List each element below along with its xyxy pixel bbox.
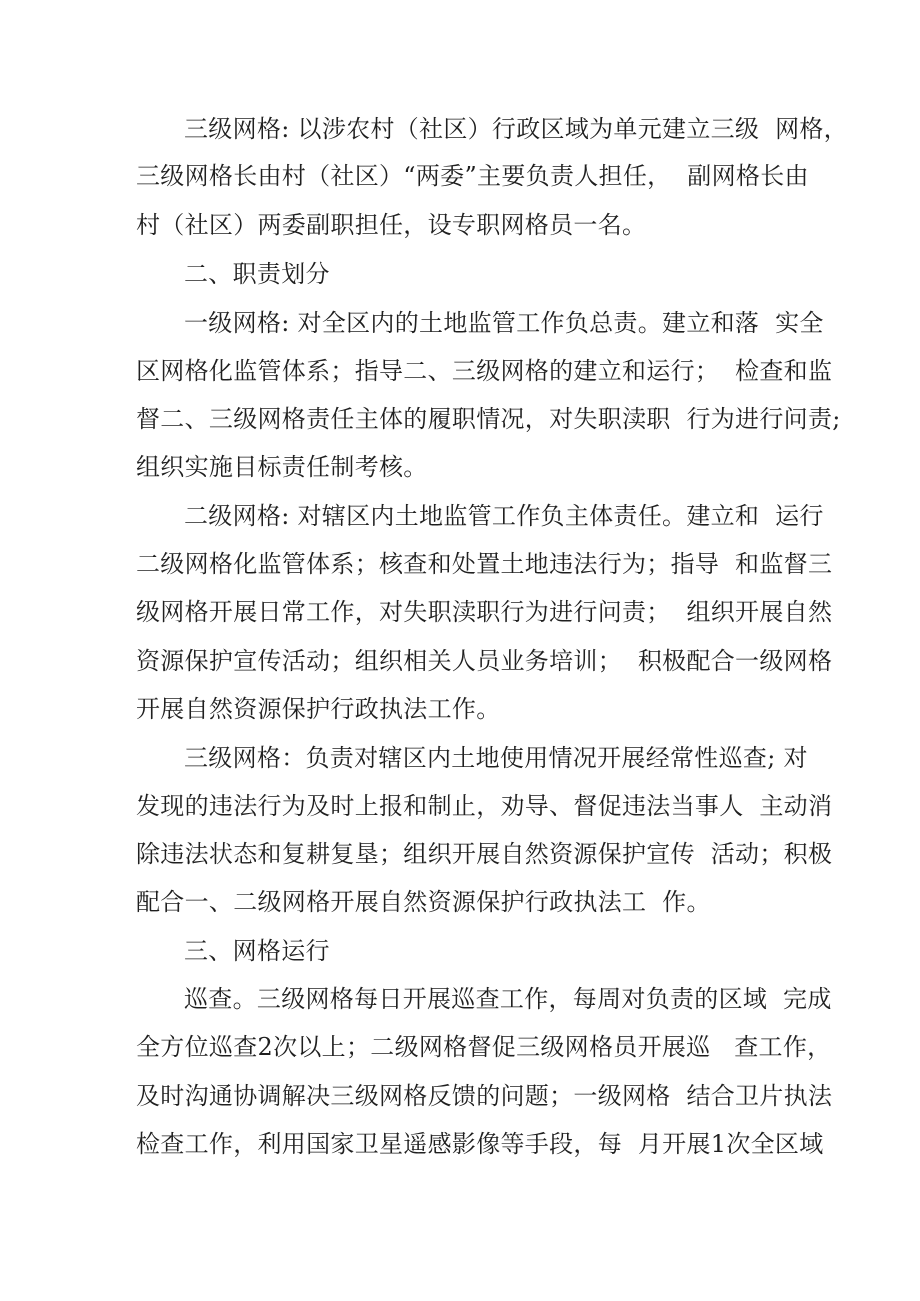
paragraph-line: 区网格化监管体系；指导二、三级网格的建立和运行； 检查和监 xyxy=(136,357,833,385)
paragraph-line: 组织实施目标责任制考核。 xyxy=(136,453,428,481)
paragraph-line: 发现的违法行为及时上报和制止，劝导、督促违法当事人 主动消 xyxy=(136,792,833,820)
section-heading: 三、网格运行 xyxy=(184,937,330,965)
paragraph-line: 及时沟通协调解决三级网格反馈的问题；一级网格 结合卫片执法 xyxy=(136,1082,833,1110)
paragraph-line: 开展自然资源保护行政执法工作。 xyxy=(136,695,501,723)
paragraph-line: 检查工作，利用国家卫星遥感影像等手段，每 月开展1次全区域 xyxy=(136,1130,824,1158)
paragraph-line: 三级网格：负责对辖区内土地使用情况开展经常性巡查; 对 xyxy=(184,744,808,772)
section-heading: 二、职责划分 xyxy=(184,260,330,288)
paragraph-line: 配合一、二级网格开展自然资源保护行政执法工 作。 xyxy=(136,888,711,916)
paragraph-line: 村（社区）两委副职担任，设专职网格员一名。 xyxy=(136,211,647,239)
paragraph-line: 二级网格化监管体系；核查和处置土地违法行为；指导 和监督三 xyxy=(136,550,833,578)
paragraph-line: 督二、三级网格责任主体的履职情况，对失职渎职 行为进行问责; xyxy=(136,405,841,433)
paragraph-line: 巡查。三级网格每日开展巡查工作，每周对负责的区域 完成 xyxy=(184,985,832,1013)
paragraph-line: 三级网格长由村（社区）“两委”主要负责人担任， 副网格长由 xyxy=(136,162,809,190)
paragraph-line: 三级网格: 以涉农村（社区）行政区域为单元建立三级 网格， xyxy=(184,115,848,143)
paragraph-line: 级网格开展日常工作，对失职渎职行为进行问责； 组织开展自然 xyxy=(136,598,833,626)
paragraph-line: 全方位巡查2次以上；二级网格督促三级网格员开展巡 查工作， xyxy=(136,1033,832,1061)
paragraph-line: 一级网格: 对全区内的土地监管工作负总责。建立和落 实全 xyxy=(184,309,824,337)
paragraph-line: 资源保护宣传活动；组织相关人员业务培训； 积极配合一级网格 xyxy=(136,647,833,675)
paragraph-line: 二级网格: 对辖区内土地监管工作负主体责任。建立和 运行 xyxy=(184,502,824,530)
paragraph-line: 除违法状态和复耕复垦；组织开展自然资源保护宣传 活动；积极 xyxy=(136,840,833,868)
